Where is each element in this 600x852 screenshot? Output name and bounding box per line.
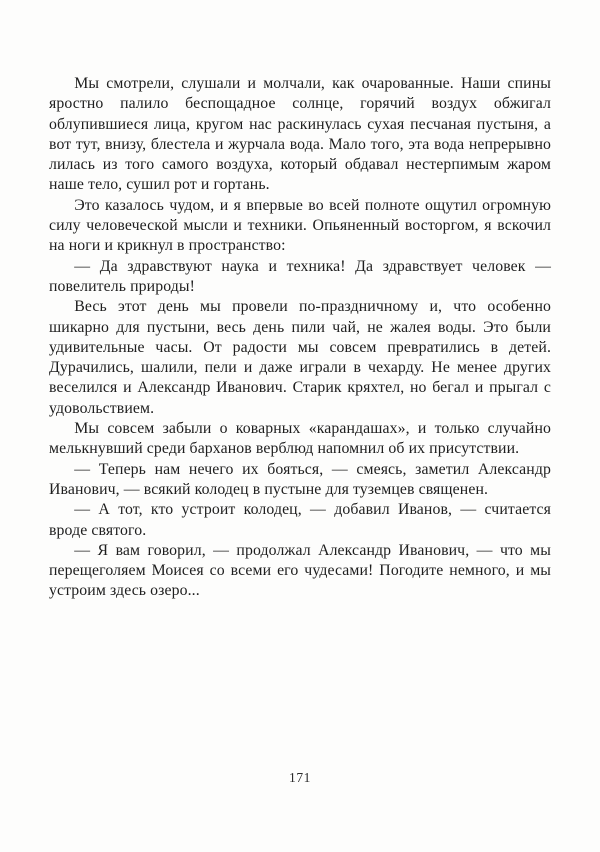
page-text-block	[49, 74, 551, 602]
paragraph-dialogue: — А тот, кто устроит колодец, — добавил Иванов, — считается вроде святого.	[49, 501, 551, 539]
paragraph: Мы совсем забыли о коварных «карандашах», и только случайно мелькнувший среди барханов верблюд напомнил об их присутствии.	[49, 420, 551, 458]
paragraph: Весь этот день мы провели по-праздничному и, что особенно шикарно для пустыни, весь день пили чай, не жалея воды. Это были удивительные часы. От радости мы совсем превратились в детей. Дурачились, шалили, пели и даже играли в чехарду. Не менее других веселился и Александр Иванович. Старик кряхтел, но бегал и прыгал с удовольствием.	[49, 298, 551, 417]
paragraph-dialogue: — Я вам говорил, — продолжал Александр Иванович, — что мы перещеголяем Моисея со всеми его чудесами! Погодите немного, и мы устроим здесь озеро...	[49, 541, 551, 600]
page-number: 171	[288, 770, 312, 785]
paragraph: Это казалось чудом, и я впервые во всей полноте ощутил огромную силу человеческой мысли и техники. Опьяненный восторгом, я вскочил на ноги и крикнул в пространство:	[49, 196, 551, 255]
paragraph: Мы смотрели, слушали и молчали, как очарованные. Наши спины яростно палило беспощадное солнце, горячий воздух обжигал облупившиеся лица, кругом нас раскинулась сухая песчаная пустыня, а вот тут, внизу, блестела и журчала вода. Мало того, эта вода непрерывно лилась из того самого воздуха, который обдавал нестерпимым жаром наше тело, сушил рот и гортань.	[49, 75, 551, 194]
paragraph-dialogue: — Да здравствуют наука и техника! Да здравствует человек — повелитель природы!	[49, 257, 551, 295]
paragraph-dialogue: — Теперь нам нечего их бояться, — смеясь, заметил Александр Иванович, — всякий колодец в пустыне для туземцев священен.	[49, 460, 551, 498]
